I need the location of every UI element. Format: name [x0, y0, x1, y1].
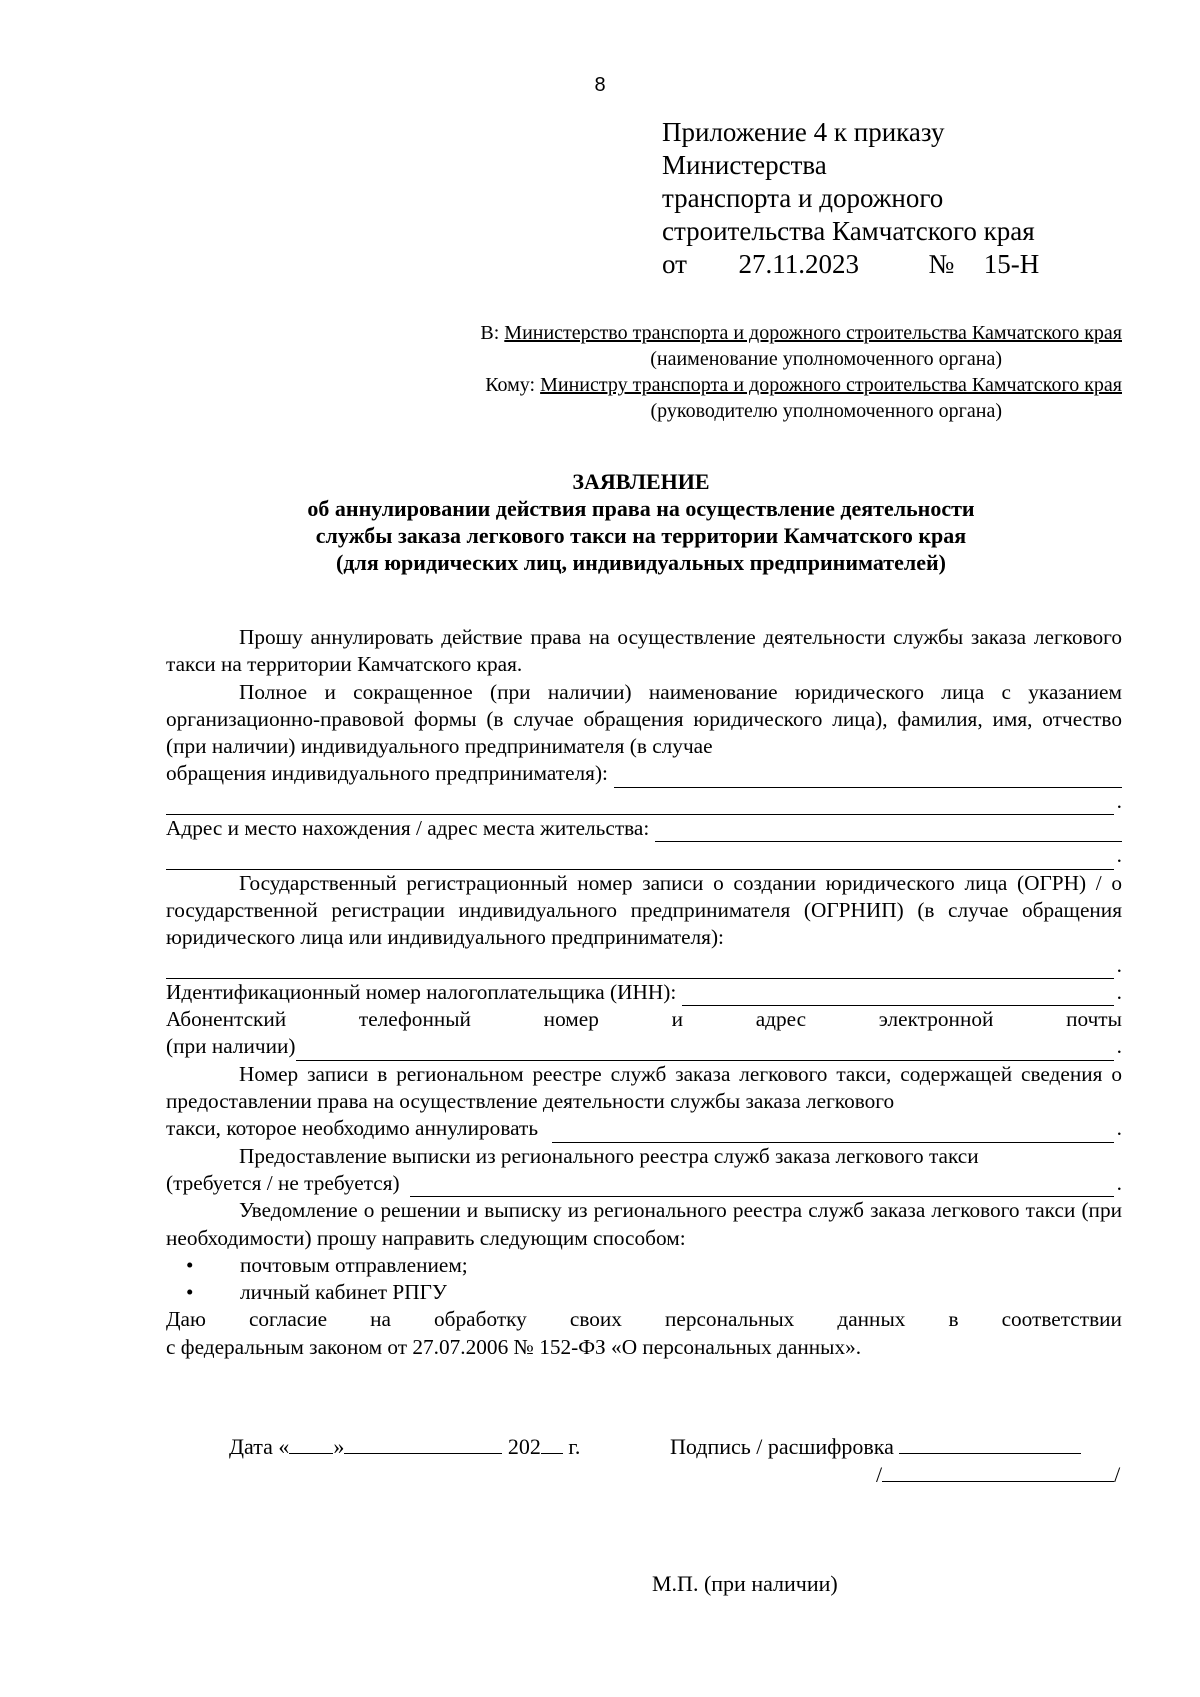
inn-field-line[interactable]: [682, 985, 1113, 1006]
order-date: 27.11.2023: [738, 249, 859, 279]
whom-row: [160, 372, 1122, 398]
address-field-label: Адрес и место нахождения / адрес места жительства:: [166, 816, 650, 841]
year-field[interactable]: [541, 1433, 563, 1454]
period: .: [1116, 1170, 1122, 1195]
ogrn-field-line[interactable]: [166, 958, 1114, 979]
period: .: [1116, 1034, 1122, 1059]
title-line: (для юридических лиц, индивидуальных предпринимателей): [336, 550, 946, 575]
application-body: [166, 624, 1122, 1361]
phone-field-line[interactable]: [296, 1040, 1114, 1061]
extract-field-row: [166, 1170, 1122, 1197]
record-field-row: [166, 1115, 1122, 1142]
appendix-date-line: [662, 248, 1039, 281]
phone-word: и: [671, 1007, 683, 1032]
period: .: [1116, 952, 1122, 977]
consent-word: обработку: [434, 1307, 527, 1332]
inn-field-row: [166, 979, 1122, 1006]
appendix-line: строительства Камчатского края: [662, 216, 1035, 246]
title-line: ЗАЯВЛЕНИЕ: [572, 469, 710, 494]
period: .: [1116, 843, 1122, 868]
name-field-label: обращения индивидуального предпринимателя):: [166, 761, 608, 786]
record-field-label: такси, которое необходимо аннулировать: [166, 1116, 539, 1141]
bullet-icon: •: [186, 1252, 194, 1277]
year-prefix: 202: [507, 1434, 541, 1459]
consent-word: своих: [569, 1307, 622, 1332]
whom-note: (руководителю уполномоченного органа): [650, 400, 1002, 422]
phone-word: номер: [543, 1007, 599, 1032]
consent-word: согласие: [248, 1307, 328, 1332]
delivery-option-label: личный кабинет РПГУ: [240, 1280, 447, 1305]
ogrn-field-row: [166, 952, 1122, 979]
phone-field-row: [166, 1033, 1122, 1060]
phone-word: электронной: [878, 1007, 994, 1032]
date-prefix: от: [662, 249, 687, 279]
consent-word: в: [948, 1307, 959, 1332]
day-field[interactable]: [289, 1433, 333, 1454]
consent-law-line: с федеральным законом от 27.07.2006 № 152-ФЗ «О персональных данных».: [166, 1334, 862, 1359]
consent-word: персональных: [664, 1307, 795, 1332]
order-number: 15-Н: [983, 249, 1040, 279]
appendix-line: транспорта и дорожного: [662, 183, 944, 213]
address-field-line-2[interactable]: [166, 849, 1114, 870]
month-field[interactable]: [344, 1433, 502, 1454]
consent-word: соответствии: [1001, 1307, 1122, 1332]
appendix-line: Министерства: [662, 150, 827, 180]
signature-label: Подпись / расшифровка: [670, 1434, 894, 1459]
year-suffix: г.: [568, 1434, 581, 1459]
document-title: [160, 468, 1122, 576]
name-field-row-2: [166, 788, 1122, 815]
to-value: Министерство транспорта и дорожного строительства Камчатского края: [504, 322, 1122, 344]
slash: /: [1114, 1462, 1121, 1487]
signature-decoding-field[interactable]: [882, 1461, 1114, 1482]
to-row: [160, 320, 1122, 346]
phone-field-label: (при наличии): [166, 1034, 296, 1059]
date-close-quote: »: [333, 1434, 345, 1459]
consent-word: данных: [837, 1307, 906, 1332]
notify-paragraph: Уведомление о решении и выписку из регионального реестра служб заказа легкового такси (при необходимости) прошу направить следующим способом:: [166, 1198, 1122, 1250]
extract-field-line[interactable]: [410, 1176, 1114, 1197]
whom-value: Министру транспорта и дорожного строительства Камчатского края: [540, 374, 1122, 396]
name-field-row: [166, 760, 1122, 787]
extract-paragraph: Предоставление выписки из регионального реестра служб заказа легкового такси: [239, 1143, 979, 1168]
whom-label: Кому:: [485, 374, 536, 396]
phone-word: почты: [1066, 1007, 1122, 1032]
period: .: [1116, 979, 1122, 1004]
appendix-line: Приложение 4 к приказу: [662, 117, 945, 147]
phone-word: телефонный: [358, 1007, 471, 1032]
inn-field-label: Идентификационный номер налогоплательщика (ИНН):: [166, 979, 677, 1004]
period: .: [1116, 788, 1122, 813]
name-paragraph: Полное и сокращенное (при наличии) наименование юридического лица с указанием организационно-правовой формы (в случае обращения юридического лица), фамилия, имя, отчество (при наличии) индивидуального предпринимателя (в случае: [166, 679, 1122, 759]
title-line: об аннулировании действия права на осуществление деятельности: [307, 496, 975, 521]
delivery-option-portal[interactable]: [166, 1279, 1122, 1306]
record-field-line[interactable]: [552, 1122, 1114, 1143]
title-line: службы заказа легкового такси на территории Камчатского края: [315, 523, 967, 548]
address-field-row-2: [166, 842, 1122, 869]
period: .: [1116, 1116, 1122, 1141]
date-label: Дата «: [229, 1434, 290, 1459]
address-field-line[interactable]: [655, 821, 1122, 842]
delivery-option-mail[interactable]: [166, 1252, 1122, 1279]
appendix-block: [662, 116, 1039, 281]
signature-field[interactable]: [899, 1433, 1081, 1454]
signature-decoding-row: [876, 1461, 1120, 1488]
name-field-line-2[interactable]: [166, 794, 1114, 815]
phone-word: адрес: [755, 1007, 807, 1032]
record-paragraph: Номер записи в региональном реестре служб заказа легкового такси, содержащей сведения о предоставлении права на осуществление деятельности службы заказа легкового: [166, 1061, 1122, 1114]
bullet-icon: •: [186, 1280, 194, 1305]
phone-label-line: [166, 1006, 1122, 1033]
to-note: (наименование уполномоченного органа): [650, 348, 1002, 370]
signature-row: [670, 1433, 1081, 1460]
date-signature-row: [229, 1433, 580, 1460]
delivery-option-label: почтовым отправлением;: [240, 1252, 468, 1277]
name-field-line[interactable]: [614, 767, 1122, 788]
page-number: 8: [594, 74, 606, 96]
consent-line: [166, 1306, 1122, 1333]
to-label: В:: [480, 322, 500, 344]
extract-field-label: (требуется / не требуется): [166, 1170, 400, 1195]
phone-word: Абонентский: [166, 1007, 287, 1032]
stamp-note: М.П. (при наличии): [652, 1571, 838, 1596]
slash: /: [876, 1462, 883, 1487]
ogrn-paragraph: Государственный регистрационный номер записи о создании юридического лица (ОГРН) / о государственной регистрации индивидуального предпринимателя (ОГРНИП) (в случае обращения юридического лица или индивидуального предпринимателя):: [166, 870, 1122, 950]
number-sign: №: [928, 249, 955, 279]
address-field-row: [166, 815, 1122, 842]
addressee-block: [160, 320, 1122, 424]
consent-word: на: [370, 1307, 391, 1332]
consent-word: Даю: [166, 1307, 206, 1332]
request-paragraph: Прошу аннулировать действие права на осуществление деятельности службы заказа легкового такси на территории Камчатского края.: [166, 625, 1122, 677]
